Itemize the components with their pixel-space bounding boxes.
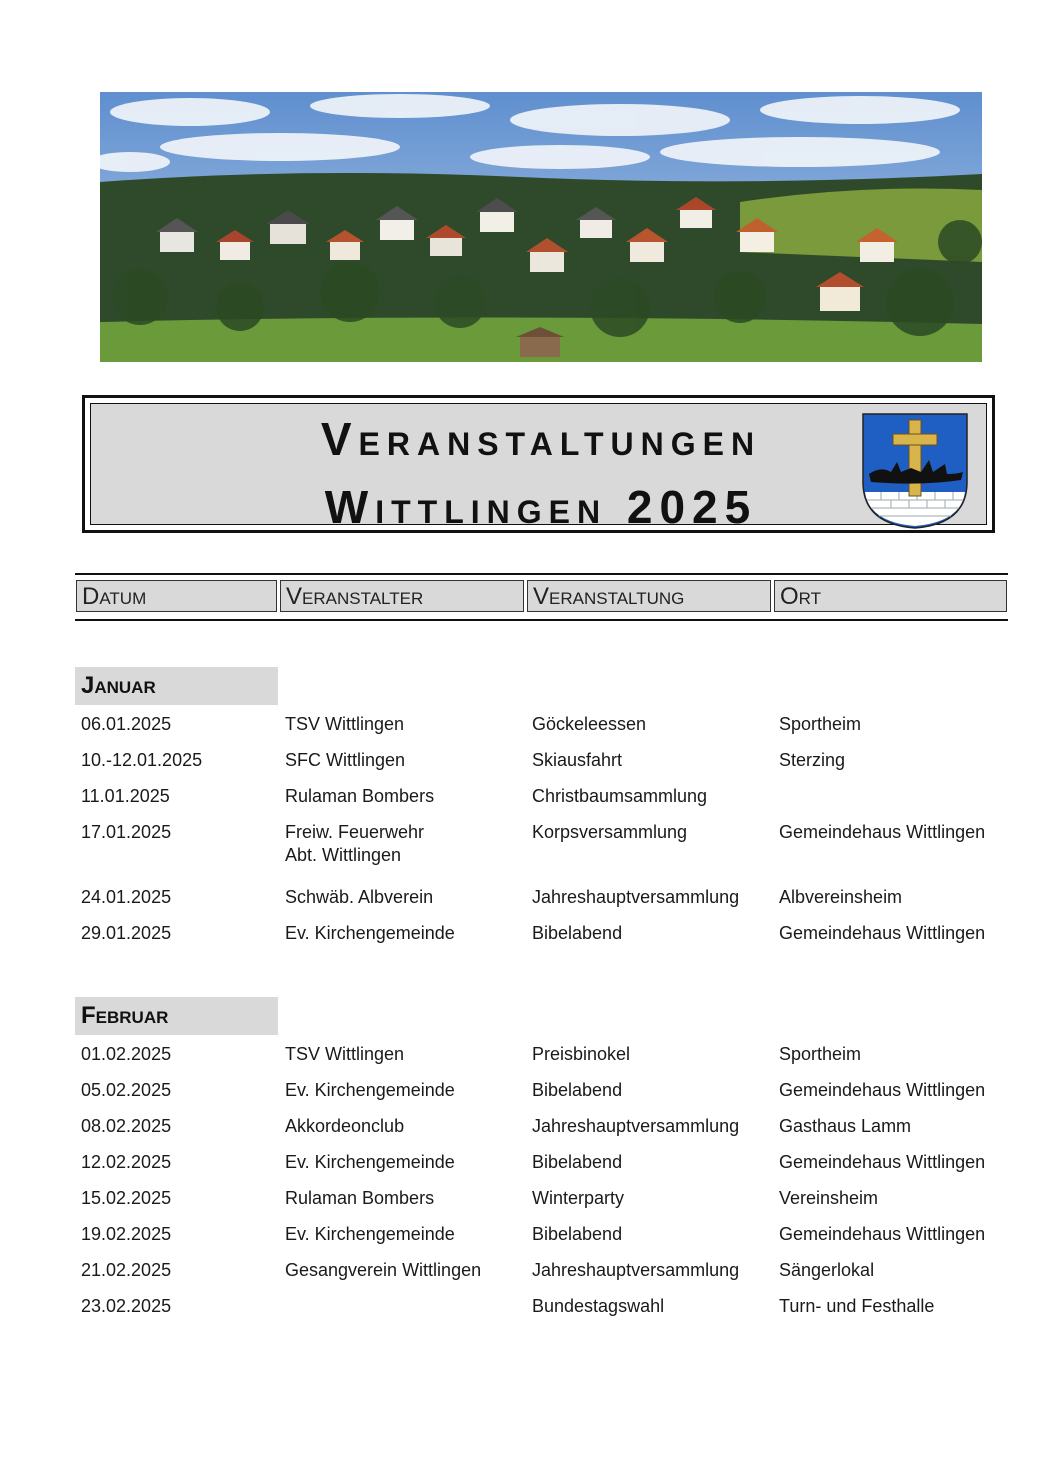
event-location: Turn- und Festhalle — [779, 1296, 935, 1316]
event-title: Preisbinokel — [532, 1044, 631, 1064]
event-title: Skiausfahrt — [532, 750, 623, 770]
event-title: Bundestagswahl — [532, 1296, 665, 1316]
event-title: Korpsversammlung — [532, 822, 688, 842]
event-title: Jahreshauptversammlung — [532, 1116, 740, 1136]
event-location: Sportheim — [779, 714, 862, 734]
event-title: Bibelabend — [532, 1224, 623, 1244]
coat-of-arms-icon — [861, 412, 969, 535]
column-header-veranstaltung: Veranstaltung — [527, 580, 771, 612]
event-organizer: Schwäb. Albverein — [285, 887, 434, 907]
event-date: 12.02.2025 — [81, 1152, 172, 1172]
event-title: Bibelabend — [532, 923, 623, 943]
event-organizer: Rulaman Bombers — [285, 1188, 435, 1208]
event-organizer: Gesangverein Wittlingen — [285, 1260, 482, 1280]
event-date: 01.02.2025 — [81, 1044, 172, 1064]
event-date: 08.02.2025 — [81, 1116, 172, 1136]
event-location: Gemeindehaus Wittlingen — [779, 1080, 986, 1100]
event-date: 21.02.2025 — [81, 1260, 172, 1280]
event-date: 15.02.2025 — [81, 1188, 172, 1208]
event-date: 24.01.2025 — [81, 887, 172, 907]
title-line-1: Veranstaltungen — [320, 413, 762, 465]
event-date: 17.01.2025 — [81, 822, 172, 842]
column-header-veranstalter: Veranstalter — [280, 580, 524, 612]
header-rule-top — [75, 573, 1008, 575]
event-organizer: Akkordeonclub — [285, 1116, 405, 1136]
event-title: Winterparty — [532, 1188, 625, 1208]
event-organizer-line2: Abt. Wittlingen — [285, 845, 402, 865]
column-header-datum: Datum — [76, 580, 277, 612]
event-date: 23.02.2025 — [81, 1296, 172, 1316]
event-title: Christbaumsammlung — [532, 786, 708, 806]
column-header-ort: Ort — [774, 580, 1007, 612]
event-location: Gemeindehaus Wittlingen — [779, 923, 986, 943]
event-location: Gemeindehaus Wittlingen — [779, 822, 986, 842]
event-location: Gasthaus Lamm — [779, 1116, 912, 1136]
event-location: Vereinsheim — [779, 1188, 879, 1208]
event-location: Sportheim — [779, 1044, 862, 1064]
event-location: Sterzing — [779, 750, 846, 770]
event-organizer: Ev. Kirchengemeinde — [285, 1224, 455, 1244]
event-date: 11.01.2025 — [81, 786, 170, 806]
event-date: 29.01.2025 — [81, 923, 172, 943]
event-title: Jahreshauptversammlung — [532, 1260, 740, 1280]
event-organizer: TSV Wittlingen — [285, 714, 405, 734]
event-organizer: TSV Wittlingen — [285, 1044, 405, 1064]
village-landscape-photo — [100, 92, 982, 362]
header-rule-bottom — [75, 619, 1008, 621]
month-heading-januar: Januar — [75, 667, 278, 705]
month-heading-februar: Februar — [75, 997, 278, 1035]
title-inner — [90, 403, 987, 533]
event-organizer: Rulaman Bombers — [285, 786, 435, 806]
event-location: Gemeindehaus Wittlingen — [779, 1152, 986, 1172]
title-line-2: Wittlingen 2025 — [324, 481, 758, 533]
event-title: Göckeleessen — [532, 714, 647, 734]
event-date: 10.-12.01.2025 — [81, 750, 203, 770]
event-location: Albvereinsheim — [779, 887, 903, 907]
event-organizer: Ev. Kirchengemeinde — [285, 923, 455, 943]
event-organizer: Ev. Kirchengemeinde — [285, 1080, 455, 1100]
event-location: Gemeindehaus Wittlingen — [779, 1224, 986, 1244]
title-box — [82, 395, 995, 533]
event-title: Jahreshauptversammlung — [532, 887, 740, 907]
event-organizer: Ev. Kirchengemeinde — [285, 1152, 455, 1172]
event-location: Sängerlokal — [779, 1260, 875, 1280]
event-organizer: Freiw. Feuerwehr — [285, 822, 425, 842]
event-date: 06.01.2025 — [81, 714, 172, 734]
event-date: 05.02.2025 — [81, 1080, 172, 1100]
event-title: Bibelabend — [532, 1080, 623, 1100]
event-title: Bibelabend — [532, 1152, 623, 1172]
event-date: 19.02.2025 — [81, 1224, 172, 1244]
event-organizer: SFC Wittlingen — [285, 750, 406, 770]
